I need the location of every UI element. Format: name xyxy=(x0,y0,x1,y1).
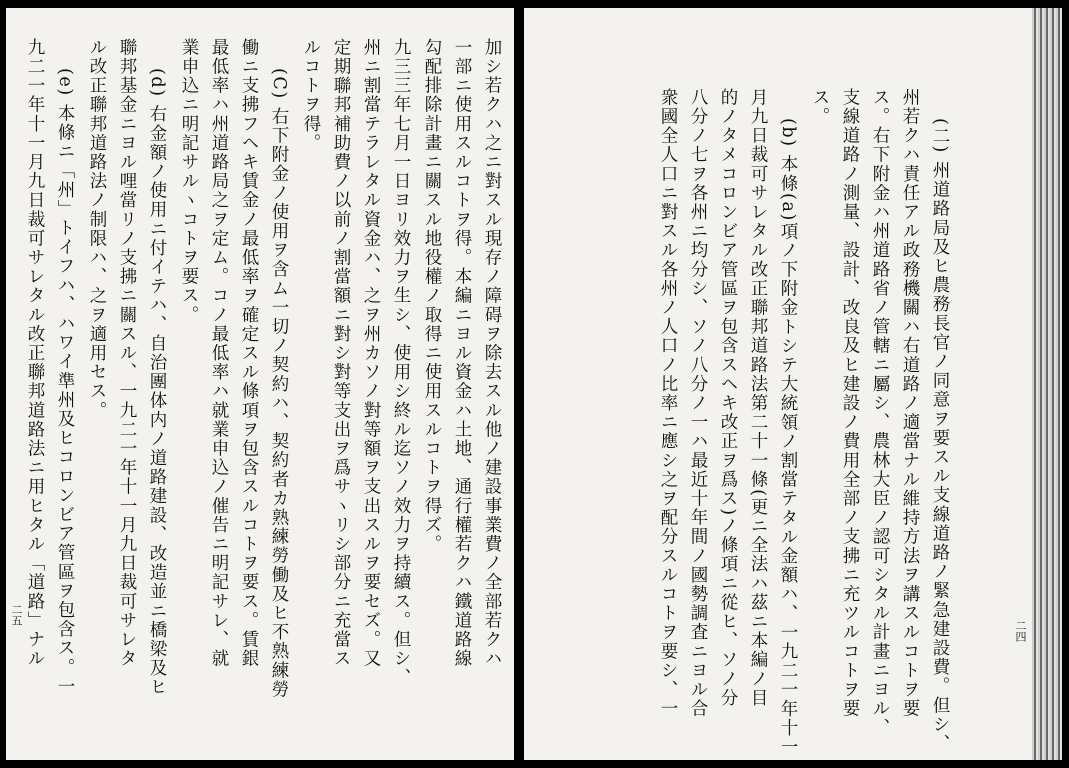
text-column: (b) 本條(a)項ノ下附金トシテ大統領ノ割當テタル金額ハ、一九二一年十一 xyxy=(778,118,798,757)
book-gutter xyxy=(514,0,524,768)
text-column: ル改正聯邦道路法ノ制限ハ、之ヲ適用セス。 xyxy=(87,38,107,420)
page-edges xyxy=(1032,8,1062,760)
text-column: 州ニ割當テラレタル資金ハ、之ヲ州カソノ對等額ヲ支出スルヲ要セズ。又 xyxy=(361,38,381,669)
page-number: 二四 xyxy=(1014,620,1027,642)
text-column: 勾配排除計畫ニ關スル地役權ノ取得ニ使用スルコトヲ得ズ。 xyxy=(422,38,442,554)
text-column: ス。 xyxy=(810,88,830,127)
text-column: 九二一年十一月九日裁可サレタル改正聯邦道路法ニ用ヒタル「道路」ナル xyxy=(25,38,45,669)
text-column: 聯邦基金ニヨル哩當リノ支拂ニ關スル、一九二一年十一月九日裁可サレタ xyxy=(117,38,137,669)
text-column: (C) 右下附金ノ使用ヲ含ム一切ノ契約ハ、契約者カ熟練勞働及ヒ不熟練勞 xyxy=(269,68,289,700)
right-page xyxy=(524,8,1032,760)
text-column: (二) 州道路局及ヒ農務長官ノ同意ヲ要スル支線道路ノ緊急建設費。但シ、 xyxy=(930,118,950,754)
text-column: ス。右下附金ハ州道路省ノ管轄ニ屬シ、農林大臣ノ認可シタル計畫ニヨル、 xyxy=(870,88,890,738)
text-column: 業申込ニ明記サルヽコトヲ要ス。 xyxy=(179,38,199,325)
text-column: 八分ノ七ヲ各州ニ均分シ、ソノ八分ノ一ハ最近十年間ノ國勢調査ニヨル合 xyxy=(688,88,708,719)
left-page-text xyxy=(6,8,514,760)
text-column: 九三三年七月一日ヨリ效力ヲ生シ、使用シ終ル迄ソノ效力ヲ持續ス。但シ、 xyxy=(391,38,411,688)
text-column: (d) 右金額ノ使用ニ付イテハ、自治團体内ノ道路建設、改造並ニ橋梁及ヒ xyxy=(147,68,167,697)
text-column: 支線道路ノ測量、設計、改良及ヒ建設ノ費用全部ノ支拂ニ充ツルコトヲ要 xyxy=(840,88,860,719)
text-column: 最低率ハ州道路局之ヲ定ム。コノ最低率ハ就業申込ノ催告ニ明記サレ、就 xyxy=(209,38,229,669)
text-column: 的ノタメコロンビア管區ヲ包含スヘキ改正ヲ爲ス)ノ條項ニ從ヒ、ソノ分 xyxy=(718,88,738,708)
text-column: 衆國全人口ニ對スル各州ノ人口ノ比率ニ應シ之ヲ配分スルコトヲ要シ、一 xyxy=(658,88,678,719)
text-column: (e) 本條ニ「州」トイフハ、ハワイ準州及ヒコロンビア管區ヲ包含ス。一 xyxy=(55,68,75,697)
text-column: 州若クハ責任アル政務機關ハ右道路ノ適當ナル維持方法ヲ講スルコトヲ要 xyxy=(900,88,920,719)
text-column: 働ニ支拂フヘキ賃金ノ最低率ヲ確定スル條項ヲ包含スルコトヲ要ス。賃銀 xyxy=(239,38,259,669)
text-column: ルコトヲ得。 xyxy=(301,38,321,153)
text-column: 加シ若クハ之ニ對スル現存ノ障碍ヲ除去スル他ノ建設事業費ノ全部若クハ xyxy=(482,38,502,669)
left-page xyxy=(6,8,514,760)
text-column: 定期聯邦補助費ノ以前ノ割當額ニ對シ對等支出ヲ爲サヽリシ部分ニ充當ス xyxy=(331,38,351,669)
page-number: 二五 xyxy=(10,604,23,626)
text-column: 月九日裁可サレタル改正聯邦道路法第二十一條(更ニ全法ハ茲ニ本編ノ目 xyxy=(748,88,768,708)
text-column: 一部ニ使用スルコトヲ得。本編ニヨル資金ハ土地、通行權若クハ鐵道路線 xyxy=(452,38,472,669)
right-page-text xyxy=(524,8,1032,760)
